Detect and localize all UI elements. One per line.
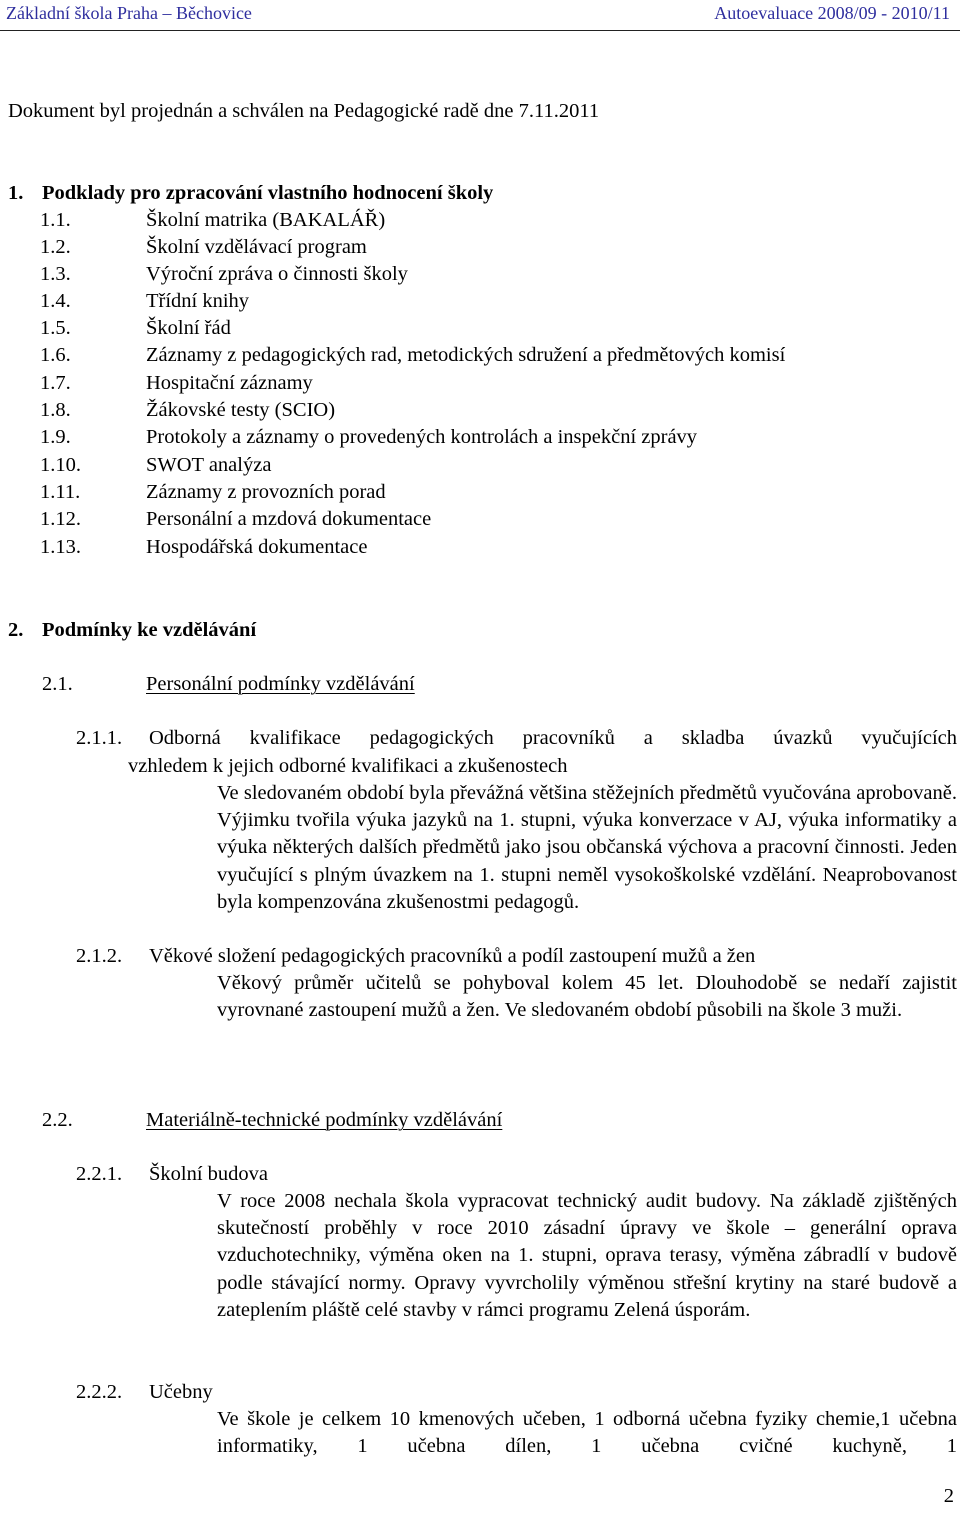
list-item-number: 1.4. bbox=[40, 290, 71, 312]
subsection-2-2-2-text: Ve škole je celkem 10 kmenových učeben, 1 odborná učebna fyziky chemie,1 učebna informatiky, 1 učebna dílen, 1 učebna cvičné kuchyně, 1 bbox=[217, 1408, 957, 1458]
list-item-number: 1.9. bbox=[40, 426, 71, 448]
list-item-label: Školní vzdělávací program bbox=[146, 236, 367, 258]
list-item-label: Výroční zpráva o činnosti školy bbox=[146, 263, 408, 285]
list-item-number: 1.1. bbox=[40, 209, 71, 231]
subsection-2-2-number: 2.2. bbox=[42, 1109, 73, 1131]
list-item-label: Záznamy z provozních porad bbox=[146, 481, 386, 503]
list-item-label: Školní řád bbox=[146, 317, 231, 339]
subsection-2-2-1-text: V roce 2008 nechala škola vypracovat technický audit budovy. Na základě zjištěných skutečností proběhly v roce 2010 zásadní úpravy ve škole – generální oprava vzduchotechniky, výměna oken na 1. stupni, oprava terasy, výměna zábradlí v budově podle stávající normy. Opravy vyvrcholily výměnou střešní krytiny na staré budově a zateplením pláště celé stavby v rámci programu Zelená úsporám. bbox=[217, 1190, 957, 1321]
subsection-2-2-1-number: 2.2.1. bbox=[76, 1163, 123, 1185]
list-item-label: Záznamy z pedagogických rad, metodických sdružení a předmětových komisí bbox=[146, 344, 786, 366]
section-1-title: Podklady pro zpracování vlastního hodnocení školy bbox=[42, 182, 494, 204]
list-item-number: 1.5. bbox=[40, 317, 71, 339]
section-2-title: Podmínky ke vzdělávání bbox=[42, 619, 257, 641]
list-item-number: 1.12. bbox=[40, 508, 81, 530]
list-item-label: Hospodářská dokumentace bbox=[146, 536, 368, 558]
subsection-2-1-1-text: Ve sledovaném období byla převážná většina stěžejních předmětů vyučována aprobovaně. Výjimku tvořila výuka jazyků na 1. stupni, výuka konverzace v AJ, výuka informatiky a výuka některých dalších předmětů jako jsou občanská výchova a pracovní činnosti. Jeden vyučující s plným úvazkem na 1. stupni neměl vysokoškolské vzdělání. Neaprobovanost byla kompenzována zkušenostmi pedagogů. bbox=[217, 782, 957, 913]
list-item-number: 1.13. bbox=[40, 536, 81, 558]
list-item-label: Třídní knihy bbox=[146, 290, 250, 312]
subsection-2-2-2-number: 2.2.2. bbox=[76, 1381, 123, 1403]
subsection-2-1-number: 2.1. bbox=[42, 673, 73, 695]
list-item-number: 1.3. bbox=[40, 263, 71, 285]
subsection-2-2-2-title: Učebny bbox=[149, 1381, 213, 1403]
section-1-number: 1. bbox=[8, 182, 24, 204]
subsection-2-1-2-text: Věkový průměr učitelů se pohyboval kolem 45 let. Dlouhodobě se nedaří zajistit vyrovnané zastoupení mužů a žen. Ve sledovaném období působili na škole 3 muži. bbox=[217, 972, 957, 1022]
section-2-number: 2. bbox=[8, 619, 24, 641]
header-document-title: Autoevaluace 2008/09 - 2010/11 bbox=[714, 3, 950, 23]
subsection-2-1-2-number: 2.1.2. bbox=[76, 945, 123, 967]
subsection-2-1-1-title: Odborná kvalifikace pedagogických pracovníků a skladba úvazků vyučujících bbox=[149, 727, 957, 749]
header-school-name: Základní škola Praha – Běchovice bbox=[6, 3, 252, 23]
list-item-number: 1.2. bbox=[40, 236, 71, 258]
list-item-label: SWOT analýza bbox=[146, 454, 272, 476]
list-item-label: Žákovské testy (SCIO) bbox=[146, 399, 336, 421]
list-item-label: Personální a mzdová dokumentace bbox=[146, 508, 432, 530]
subsection-2-1-2-title: Věkové složení pedagogických pracovníků a podíl zastoupení mužů a žen bbox=[149, 945, 756, 967]
subsection-2-1-title: Personální podmínky vzdělávání bbox=[146, 673, 415, 695]
list-item-number: 1.8. bbox=[40, 399, 71, 421]
list-item-number: 1.6. bbox=[40, 344, 71, 366]
header-divider bbox=[0, 30, 960, 31]
page-number: 2 bbox=[943, 1485, 954, 1507]
subsection-2-2-1-title: Školní budova bbox=[149, 1163, 269, 1185]
list-item-label: Školní matrika (BAKALÁŘ) bbox=[146, 209, 386, 231]
list-item-number: 1.7. bbox=[40, 372, 71, 394]
approval-note: Dokument byl projednán a schválen na Pedagogické radě dne 7.11.2011 bbox=[8, 100, 600, 122]
subsection-2-2-title: Materiálně-technické podmínky vzdělávání bbox=[146, 1109, 503, 1131]
list-item-number: 1.11. bbox=[40, 481, 81, 503]
subsection-2-1-1-number: 2.1.1. bbox=[76, 727, 123, 749]
list-item-label: Hospitační záznamy bbox=[146, 372, 313, 394]
subsection-2-1-1-title-continued: vzhledem k jejich odborné kvalifikaci a zkušenostech bbox=[128, 755, 568, 777]
list-item-label: Protokoly a záznamy o provedených kontrolách a inspekční zprávy bbox=[146, 426, 698, 448]
list-item-number: 1.10. bbox=[40, 454, 81, 476]
